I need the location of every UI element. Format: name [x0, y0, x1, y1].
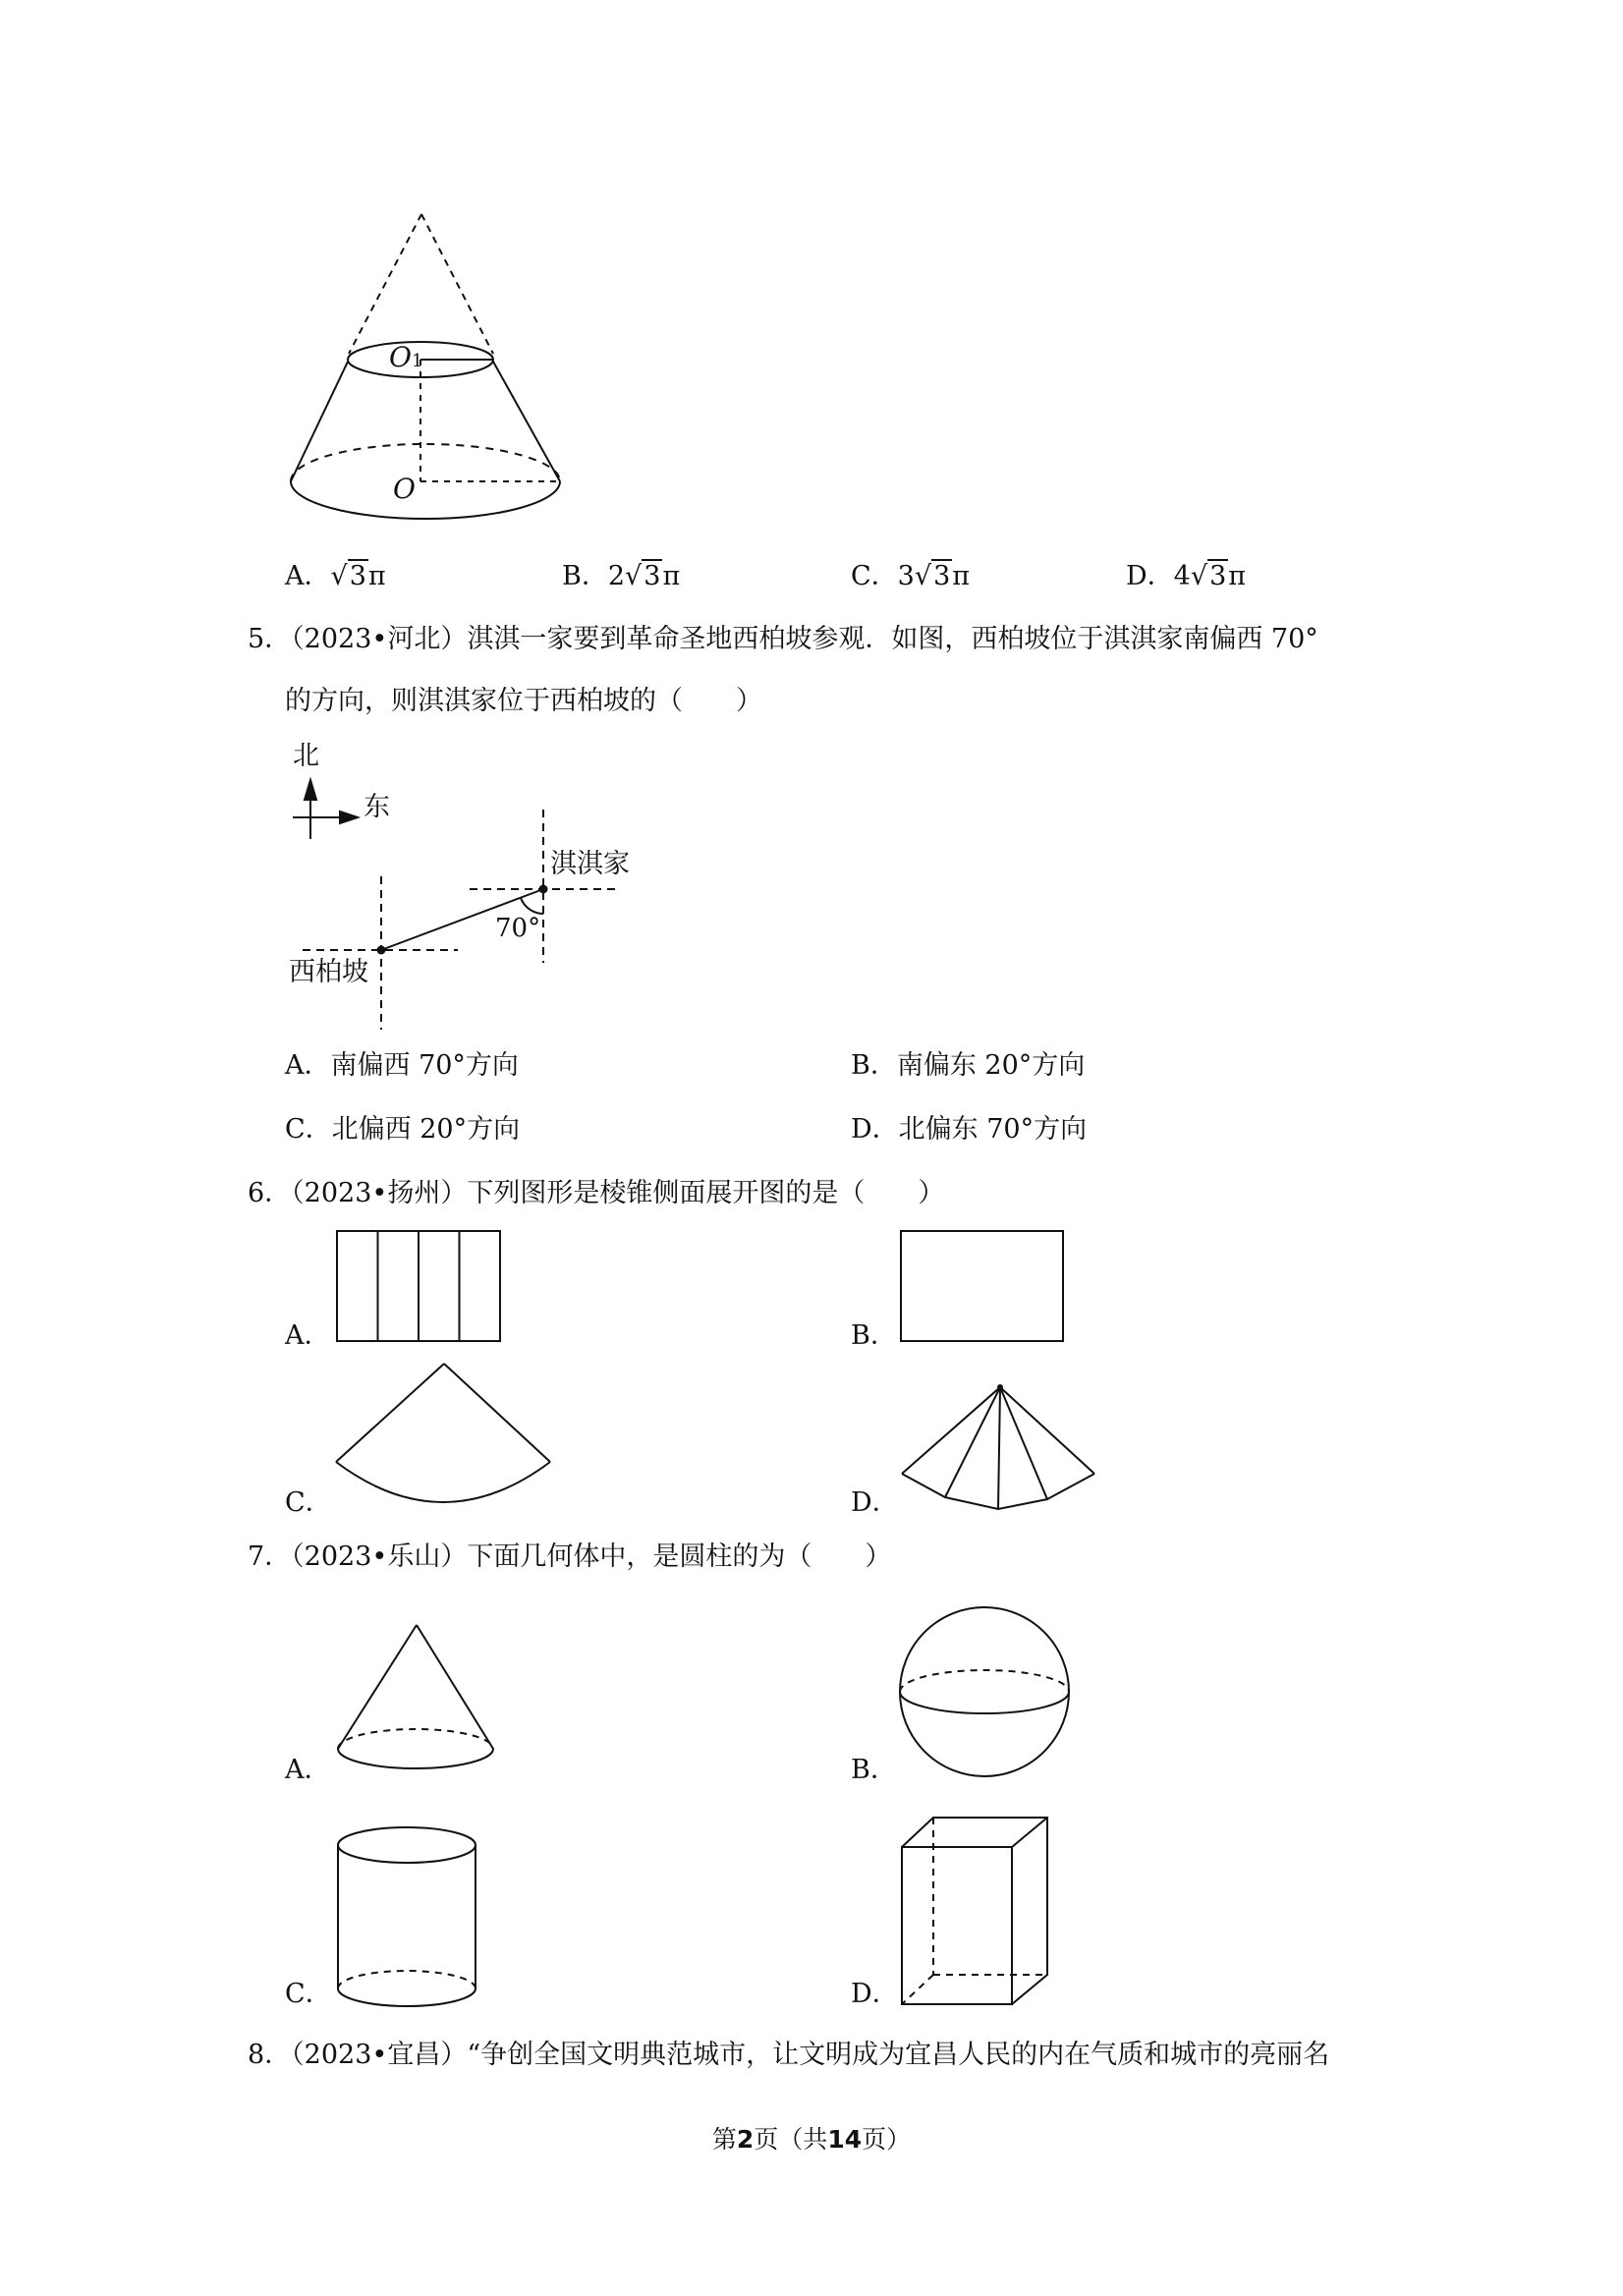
- q4-option-c-suffix: π: [952, 561, 971, 591]
- q6-figure-b[interactable]: [898, 1228, 1067, 1344]
- q6-option-c-letter: C．: [285, 1487, 332, 1518]
- q7-figure-d-box[interactable]: [898, 1814, 1055, 2010]
- q4-option-c-letter: C．: [851, 561, 898, 591]
- q4-option-d[interactable]: [1126, 563, 1246, 589]
- xibaipo-point: [377, 946, 386, 955]
- sqrt-symbol: √: [914, 561, 932, 591]
- sqrt-symbol: √: [330, 561, 348, 591]
- page-footer: [0, 2120, 1623, 2156]
- q6-figure-c[interactable]: [332, 1360, 556, 1517]
- sqrt-symbol: √: [1190, 561, 1208, 591]
- label-o1-main: O: [389, 341, 412, 373]
- q5-stem-line2: 的方向，则淇淇家位于西柏坡的（ ）: [285, 686, 762, 716]
- footer-suffix: 页）: [862, 2125, 912, 2154]
- compass-east-label: 东: [364, 792, 390, 822]
- q7-option-d-letter: D．: [851, 1979, 899, 2009]
- q5-option-d[interactable]: D．北偏东 70°方向: [851, 1114, 1088, 1145]
- compass-north-label: 北: [293, 741, 319, 771]
- q4-option-b[interactable]: [562, 563, 680, 589]
- footer-mid: 页（共: [754, 2125, 828, 2154]
- q7-figure-a-cone[interactable]: [334, 1621, 497, 1778]
- q4-option-c-radicand: 3: [933, 561, 951, 591]
- q4-option-a[interactable]: [285, 563, 386, 589]
- q5-option-b[interactable]: B．南偏东 20°方向: [851, 1050, 1086, 1081]
- q7-option-a-letter: A．: [285, 1755, 331, 1785]
- sqrt-symbol: √: [625, 561, 643, 591]
- q6-stem: 6．（2023•扬州）下列图形是棱锥侧面展开图的是（ ）: [248, 1178, 945, 1208]
- q6-option-a-letter: A．: [285, 1320, 331, 1351]
- direction-figure: [285, 766, 698, 1041]
- xibaipo-label: 西柏坡: [289, 957, 368, 987]
- label-o1-sub: 1: [411, 351, 423, 371]
- home-label: 淇淇家: [550, 849, 630, 879]
- q4-option-a-suffix: π: [367, 561, 386, 591]
- q7-option-b-letter: B．: [851, 1755, 897, 1785]
- q4-option-b-coef: 2: [607, 561, 626, 591]
- q5-option-a[interactable]: A．南偏西 70°方向: [285, 1050, 519, 1081]
- q4-option-a-letter: A．: [285, 561, 331, 591]
- q6-option-d-letter: D．: [851, 1487, 899, 1518]
- footer-prefix: 第: [711, 2125, 737, 2154]
- label-o1: [389, 341, 423, 373]
- q4-option-c-coef: 3: [897, 561, 915, 591]
- q4-option-d-radicand: 3: [1209, 561, 1227, 591]
- q7-figure-c-cylinder[interactable]: [334, 1823, 481, 2016]
- q4-option-a-radicand: 3: [349, 561, 366, 591]
- q4-option-b-letter: B．: [562, 561, 608, 591]
- q5-stem-line1: 5．（2023•河北）淇淇一家要到革命圣地西柏坡参观．如图，西柏坡位于淇淇家南偏西 70°: [248, 624, 1318, 654]
- q7-option-c-letter: C．: [285, 1979, 332, 2009]
- footer-page-number: 2: [736, 2125, 755, 2154]
- label-o: O: [393, 473, 416, 505]
- q7-stem: 7．（2023•乐山）下面几何体中，是圆柱的为（ ）: [248, 1541, 892, 1572]
- q4-option-b-suffix: π: [662, 561, 681, 591]
- q6-figure-d[interactable]: [898, 1383, 1100, 1515]
- q4-option-d-coef: 4: [1173, 561, 1191, 591]
- q8-stem: 8．（2023•宜昌）“争创全国文明典范城市，让文明成为宜昌人民的内在气质和城市的亮丽名: [248, 2040, 1330, 2070]
- q6-option-b-letter: B．: [851, 1320, 897, 1351]
- footer-total-pages: 14: [827, 2125, 863, 2154]
- q4-option-c[interactable]: [851, 563, 970, 589]
- q4-option-d-letter: D．: [1126, 561, 1174, 591]
- q4-option-b-radicand: 3: [644, 561, 661, 591]
- home-point: [539, 885, 548, 894]
- frustum-figure: [275, 206, 589, 531]
- angle-label: 70°: [495, 914, 541, 943]
- q4-option-d-suffix: π: [1228, 561, 1246, 591]
- q7-figure-b-sphere[interactable]: [896, 1603, 1073, 1780]
- q6-figure-a[interactable]: [334, 1228, 506, 1344]
- q5-option-c[interactable]: C．北偏西 20°方向: [285, 1114, 521, 1145]
